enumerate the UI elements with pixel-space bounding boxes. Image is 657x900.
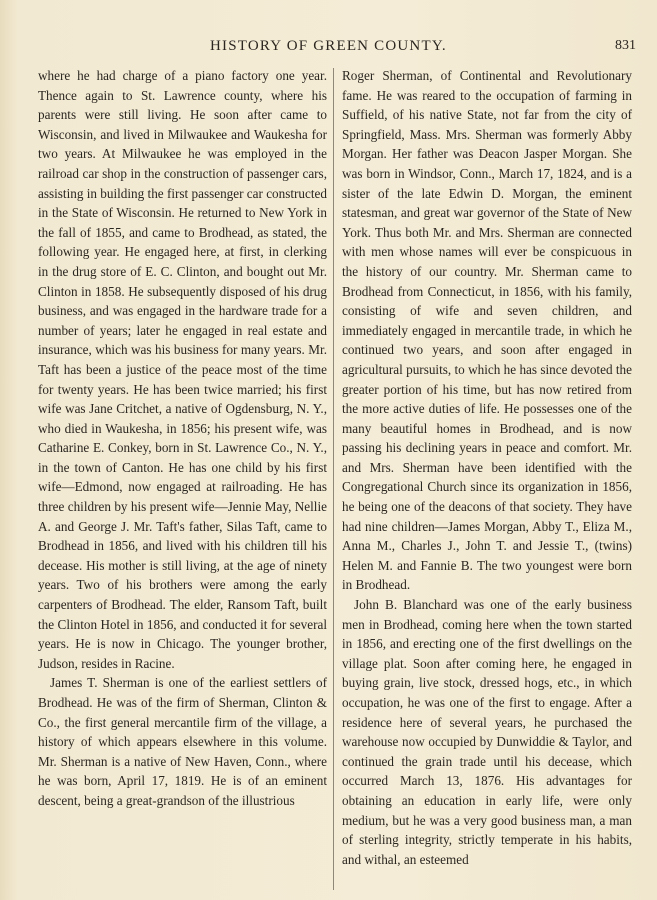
running-title: HISTORY OF GREEN COUNTY.: [210, 38, 447, 54]
paragraph-taft-continued: where he had charge of a piano factory one year. Thence again to St. Lawrence county, where his parents were still living. He soon after came to Wisconsin, and lived in Milwaukee and Waukesha for two years. At Milwaukee he was employed in the railroad car shop in the construction of passenger cars, assisting in building the first passenger car constructed in the State of Wisconsin. He returned to New York in the fall of 1855, and came to Brodhead, as stated, the following year. He engaged here, at first, in clerking in the drug store of E. C. Clinton, and bought out Mr. Clinton in 1858. He subsequently disposed of his drug business, and was engaged in the hardware trade for a number of years; later he engaged in real estate and insurance, which was his business for many years. Mr. Taft has been a justice of the peace most of the time for twenty years. He has been twice married; his first wife was Jane Critchet, a native of Ogdensburg, N. Y., who died in Waukesha, in 1856; his present wife, was Catharine E. Conkey, born in St. Lawrence Co., N. Y., in the town of Canton. He has one child by his first wife—Edmond, now engaged at railroading. He has three children by his present wife—Jennie May, Nellie A. and George J. Mr. Taft's father, Silas Taft, came to Brodhead in 1856, and lived with his children till his decease. His mother is still living, at the age of ninety years. Two of his brothers were among the early carpenters of Brodhead. The elder, Ransom Taft, built the Clinton Hotel in 1856, and conducted it for several years. He is now in Chicago. The younger brother, Judson, resides in Racine.: [38, 68, 327, 671]
paragraph-sherman-start: James T. Sherman is one of the earliest settlers of Brodhead. He was of the firm of Sherman, Clinton & Co., the first general mercantile firm of the village, a history of which appears elsewhere in this volume. Mr. Sherman is a native of New Haven, Conn., where he was born, April 17, 1819. He is of an eminent descent, being a great-grandson of the illustrious: [38, 675, 327, 808]
right-column: [342, 66, 632, 869]
paragraph-blanchard: John B. Blanchard was one of the early business men in Brodhead, coming here when the town started in 1856, and erecting one of the first dwellings on the village plat. Soon after coming here, he engaged in buying grain, live stock, dressed hogs, etc., in which occupation, he was one of the first to engage. After a residence here of several years, he purchased the warehouse now occupied by Dunwiddie & Taylor, and continued the grain trade until his decease, which occurred March 13, 1876. His advantages for obtaining an education in early life, were only medium, but he was a very good business man, a man of sterling integrity, strictly temperate in his habits, and withal, an esteemed: [342, 597, 632, 867]
paragraph-sherman-continued: Roger Sherman, of Continental and Revolutionary fame. He was reared to the occupation of farming in Suffield, of his native State, not far from the city of Springfield, Mass. Mrs. Sherman was formerly Abby Morgan. Her father was Deacon Jasper Morgan. She was born in Windsor, Conn., March 17, 1824, and is a sister of the late Edwin D. Morgan, the eminent statesman, and great war governor of the State of New York. Thus both Mr. and Mrs. Sherman are connected with men whose names will ever be conspicuous in the history of our country. Mr. Sherman came to Brodhead from Connecticut, in 1856, with his family, consisting of wife and seven children, and immediately engaged in mercantile trade, in which he continued two years, and soon after engaged in agricultural pursuits, to which he has since devoted the greater portion of his time, but has now retired from the more active duties of life. He possesses one of the many beautiful homes in Brodhead, and is now passing his declining years in peace and comfort. Mr. and Mrs. Sherman have been identified with the Congregational Church since its organization in 1856, he being one of the deacons of that society. They have had nine children—James Morgan, Abby T., Eliza M., Anna M., Charles J., John T. and Jessie T., (twins) Helen M. and Fannie B. The two youngest were born in Brodhead.: [342, 68, 632, 593]
column-divider: [333, 68, 334, 890]
page-number: 831: [615, 38, 636, 53]
page-header: [0, 38, 657, 58]
left-column: [38, 66, 327, 811]
